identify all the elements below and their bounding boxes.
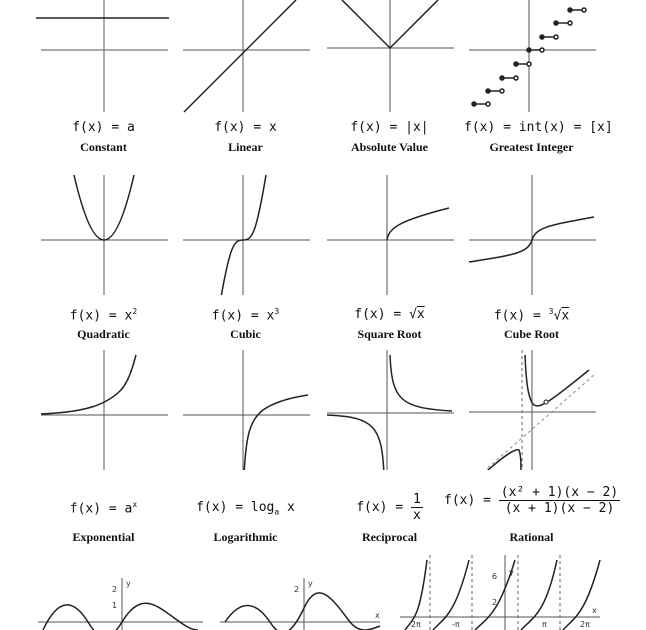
tangent-y-label-2: 2 [492, 598, 498, 607]
tick-pi: π [542, 620, 547, 629]
rational-formula: f(x) = $\frac{\text{(x² + 1)(x − 2)}}{(x + 1)(x - 2)}$ [444, 485, 619, 516]
tangent-y-label-6: 6 [492, 572, 498, 581]
cosine-y-label-2: 2 [294, 585, 300, 594]
tangent-axis-x: x [592, 606, 597, 615]
sine-y-label-2: 2 [112, 585, 118, 594]
absolute-value-formula: f(x) = |x| [350, 120, 429, 135]
logarithmic-formula: $f(x) = \log_a x$ [196, 500, 295, 517]
reciprocal-formula: f(x) = $\frac{1}{x}$ [356, 492, 421, 523]
cosine-graph [220, 578, 385, 630]
exponential-label: Exponential [72, 530, 135, 544]
sine-y-label-1: 1 [112, 601, 118, 610]
cosine-axis-y: y [308, 579, 313, 588]
quadratic-graph [36, 175, 171, 295]
greatest-integer-graph [464, 0, 599, 120]
absolute-value-graph [322, 0, 457, 120]
constant-formula: f(x) = a [72, 120, 135, 135]
constant-label: Constant [80, 140, 127, 154]
rational-label: Rational [509, 530, 554, 544]
tick-neg-2pi: -2π [408, 620, 421, 629]
exponential-formula: $f(x) = a^x$ [69, 500, 138, 517]
square-root-formula: f(x) = √x [354, 307, 425, 322]
rational-graph [464, 350, 599, 470]
absolute-value-label: Absolute Value [350, 140, 429, 154]
linear-formula: f(x) = x [214, 120, 277, 135]
cosine-axis-x: x [375, 611, 380, 620]
cubic-graph [178, 175, 313, 295]
cubic-formula: $f(x) = x^3$ [211, 307, 280, 324]
linear-label: Linear [228, 140, 263, 154]
linear-graph [178, 0, 313, 120]
logarithmic-label: Logarithmic [213, 530, 278, 544]
cube-root-label: Cube Root [503, 327, 559, 341]
constant-graph [36, 0, 171, 120]
reciprocal-label: Reciprocal [361, 530, 418, 544]
sine-graph [38, 578, 208, 630]
tangent-axis-y: y [509, 568, 514, 577]
greatest-integer-formula: f(x) = int(x) = [x] [464, 120, 613, 135]
greatest-integer-label: Greatest Integer [489, 140, 574, 154]
cubic-label: Cubic [230, 327, 261, 341]
reciprocal-graph [322, 350, 457, 470]
quadratic-label: Quadratic [77, 327, 130, 341]
square-root-label: Square Root [357, 327, 422, 341]
quadratic-formula: $f(x) = x^2$ [69, 307, 138, 324]
tangent-graph [400, 555, 605, 630]
tick-neg-pi: -π [452, 620, 460, 629]
tick-2pi: 2π [580, 620, 590, 629]
exponential-graph [36, 350, 171, 470]
logarithmic-graph [178, 350, 313, 470]
cube-root-graph [464, 175, 599, 295]
cube-root-formula: f(x) = $^3$√x [493, 307, 570, 324]
square-root-graph [322, 175, 457, 295]
sine-axis-y: y [126, 579, 131, 588]
